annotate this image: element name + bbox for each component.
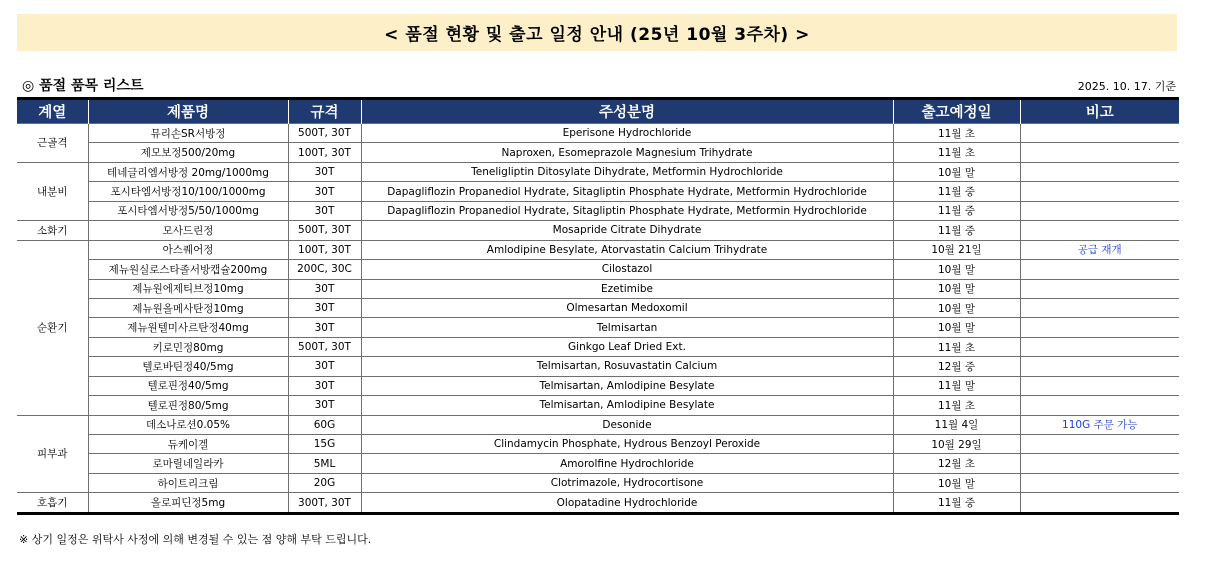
spec-cell: 100T, 30T — [288, 143, 361, 162]
note-cell: 110G 주문 가능 — [1020, 415, 1179, 434]
ship-date-cell: 11월 말 — [893, 376, 1020, 395]
product-cell: 텔로핀정80/5mg — [88, 396, 288, 415]
table-row — [17, 240, 1179, 259]
spec-cell: 30T — [288, 279, 361, 298]
ingredient-cell: Desonide — [361, 415, 893, 434]
ingredient-cell: Ezetimibe — [361, 279, 893, 298]
ship-date-cell: 12월 초 — [893, 454, 1020, 473]
note-cell — [1020, 454, 1179, 473]
spec-cell: 30T — [288, 201, 361, 220]
product-cell: 로마릴네일라카 — [88, 454, 288, 473]
product-cell: 제뉴원텔미사르탄정40mg — [88, 318, 288, 337]
ship-date-cell: 11월 중 — [893, 182, 1020, 201]
header-category: 계열 — [17, 99, 88, 124]
ship-date-cell: 11월 초 — [893, 337, 1020, 356]
ingredient-cell: Telmisartan, Amlodipine Besylate — [361, 376, 893, 395]
table-row — [17, 473, 1179, 492]
category-cell: 근골격 — [17, 124, 88, 163]
spec-cell: 60G — [288, 415, 361, 434]
spec-cell: 20G — [288, 473, 361, 492]
ingredient-cell: Mosapride Citrate Dihydrate — [361, 221, 893, 240]
ingredient-cell: Dapagliflozin Propanediol Hydrate, Sitagliptin Phosphate Hydrate, Metformin Hydrochloride — [361, 182, 893, 201]
ship-date-cell: 10월 21일 — [893, 240, 1020, 259]
note-cell — [1020, 435, 1179, 454]
product-cell: 포시타엠서방정5/50/1000mg — [88, 201, 288, 220]
table-row — [17, 298, 1179, 317]
product-cell: 모사드린정 — [88, 221, 288, 240]
note-cell: 공급 재개 — [1020, 240, 1179, 259]
table-row — [17, 454, 1179, 473]
ship-date-cell: 10월 29일 — [893, 435, 1020, 454]
ship-date-cell: 12월 중 — [893, 357, 1020, 376]
section-title: ◎ 품절 품목 리스트 — [22, 78, 144, 94]
ship-date-cell: 11월 초 — [893, 124, 1020, 143]
category-cell: 순환기 — [17, 240, 88, 415]
table-header-row — [17, 99, 1179, 124]
table-row — [17, 143, 1179, 162]
note-cell — [1020, 493, 1179, 513]
table-row — [17, 493, 1179, 513]
table-body — [17, 124, 1179, 514]
ship-date-cell: 11월 중 — [893, 201, 1020, 220]
note-cell — [1020, 473, 1179, 492]
header-spec: 규격 — [288, 99, 361, 124]
note-cell — [1020, 143, 1179, 162]
header-note: 비고 — [1020, 99, 1179, 124]
ingredient-cell: Telmisartan, Rosuvastatin Calcium — [361, 357, 893, 376]
table-row — [17, 124, 1179, 143]
ship-date-cell: 11월 중 — [893, 221, 1020, 240]
ingredient-cell: Dapagliflozin Propanediol Hydrate, Sitagliptin Phosphate Hydrate, Metformin Hydrochloride — [361, 201, 893, 220]
table-row — [17, 396, 1179, 415]
category-cell: 소화기 — [17, 221, 88, 240]
ship-date-cell: 10월 말 — [893, 298, 1020, 317]
page-title: < 품절 현황 및 출고 일정 안내 (25년 10월 3주차) > — [384, 25, 810, 45]
note-cell — [1020, 298, 1179, 317]
ingredient-cell: Amlodipine Besylate, Atorvastatin Calcium Trihydrate — [361, 240, 893, 259]
product-cell: 포시타엠서방정10/100/1000mg — [88, 182, 288, 201]
table-row — [17, 201, 1179, 220]
table-row — [17, 357, 1179, 376]
reference-date: 2025. 10. 17. 기준 — [1077, 80, 1176, 93]
product-cell: 제모보정500/20mg — [88, 143, 288, 162]
ingredient-cell: Telmisartan — [361, 318, 893, 337]
product-cell: 텔로바틴정40/5mg — [88, 357, 288, 376]
spec-cell: 30T — [288, 318, 361, 337]
stockout-table — [17, 97, 1179, 515]
table-row — [17, 415, 1179, 434]
spec-cell: 30T — [288, 396, 361, 415]
product-cell: 뮤리손SR서방정 — [88, 124, 288, 143]
ship-date-cell: 11월 초 — [893, 396, 1020, 415]
category-cell: 피부과 — [17, 415, 88, 493]
spec-cell: 300T, 30T — [288, 493, 361, 513]
ship-date-cell: 11월 중 — [893, 493, 1020, 513]
spec-cell: 5ML — [288, 454, 361, 473]
note-cell — [1020, 201, 1179, 220]
ship-date-cell: 10월 말 — [893, 473, 1020, 492]
product-cell: 데소나로션0.05% — [88, 415, 288, 434]
ship-date-cell: 11월 초 — [893, 143, 1020, 162]
spec-cell: 30T — [288, 182, 361, 201]
note-cell — [1020, 162, 1179, 181]
ingredient-cell: Olopatadine Hydrochloride — [361, 493, 893, 513]
ship-date-cell: 10월 말 — [893, 318, 1020, 337]
note-cell — [1020, 182, 1179, 201]
spec-cell: 200C, 30C — [288, 260, 361, 279]
spec-cell: 500T, 30T — [288, 221, 361, 240]
product-cell: 제뉴원실로스타졸서방캡슐200mg — [88, 260, 288, 279]
spec-cell: 30T — [288, 162, 361, 181]
ingredient-cell: Ginkgo Leaf Dried Ext. — [361, 337, 893, 356]
ingredient-cell: Naproxen, Esomeprazole Magnesium Trihydrate — [361, 143, 893, 162]
product-cell: 텔로핀정40/5mg — [88, 376, 288, 395]
note-cell — [1020, 357, 1179, 376]
header-ship-date: 출고예정일 — [893, 99, 1020, 124]
note-cell — [1020, 337, 1179, 356]
table-row — [17, 279, 1179, 298]
ingredient-cell: Clotrimazole, Hydrocortisone — [361, 473, 893, 492]
spec-cell: 500T, 30T — [288, 124, 361, 143]
product-cell: 올로피딘정5mg — [88, 493, 288, 513]
ship-date-cell: 10월 말 — [893, 279, 1020, 298]
spec-cell: 30T — [288, 376, 361, 395]
table-row — [17, 162, 1179, 181]
ship-date-cell: 10월 말 — [893, 162, 1020, 181]
table-row — [17, 435, 1179, 454]
header-ingredient: 주성분명 — [361, 99, 893, 124]
ingredient-cell: Cilostazol — [361, 260, 893, 279]
table-row — [17, 376, 1179, 395]
note-cell — [1020, 396, 1179, 415]
note-cell — [1020, 221, 1179, 240]
product-cell: 제뉴원올메사탄정10mg — [88, 298, 288, 317]
table-row — [17, 318, 1179, 337]
ingredient-cell: Clindamycin Phosphate, Hydrous Benzoyl Peroxide — [361, 435, 893, 454]
ingredient-cell: Amorolfine Hydrochloride — [361, 454, 893, 473]
stockout-table-wrapper — [17, 97, 1179, 515]
ship-date-cell: 11월 4일 — [893, 415, 1020, 434]
spec-cell: 30T — [288, 298, 361, 317]
table-row — [17, 260, 1179, 279]
table-row — [17, 182, 1179, 201]
page-title-banner — [17, 14, 1177, 51]
product-cell: 제뉴원에제티브정10mg — [88, 279, 288, 298]
spec-cell: 500T, 30T — [288, 337, 361, 356]
note-cell — [1020, 124, 1179, 143]
product-cell: 듀케이겔 — [88, 435, 288, 454]
ship-date-cell: 10월 말 — [893, 260, 1020, 279]
footnote: ※ 상기 일정은 위탁사 사정에 의해 변경될 수 있는 점 양해 부탁 드립니다. — [19, 533, 372, 546]
spec-cell: 100T, 30T — [288, 240, 361, 259]
ingredient-cell: Telmisartan, Amlodipine Besylate — [361, 396, 893, 415]
note-cell — [1020, 279, 1179, 298]
note-cell — [1020, 318, 1179, 337]
product-cell: 하이트리크림 — [88, 473, 288, 492]
category-cell: 내분비 — [17, 162, 88, 220]
spec-cell: 15G — [288, 435, 361, 454]
note-cell — [1020, 376, 1179, 395]
table-row — [17, 337, 1179, 356]
ingredient-cell: Olmesartan Medoxomil — [361, 298, 893, 317]
product-cell: 아스퀘어정 — [88, 240, 288, 259]
product-cell: 테네글리엠서방정 20mg/1000mg — [88, 162, 288, 181]
note-cell — [1020, 260, 1179, 279]
category-cell: 호흡기 — [17, 493, 88, 513]
header-product: 제품명 — [88, 99, 288, 124]
product-cell: 키로민정80mg — [88, 337, 288, 356]
ingredient-cell: Teneligliptin Ditosylate Dihydrate, Metformin Hydrochloride — [361, 162, 893, 181]
spec-cell: 30T — [288, 357, 361, 376]
table-row — [17, 221, 1179, 240]
ingredient-cell: Eperisone Hydrochloride — [361, 124, 893, 143]
